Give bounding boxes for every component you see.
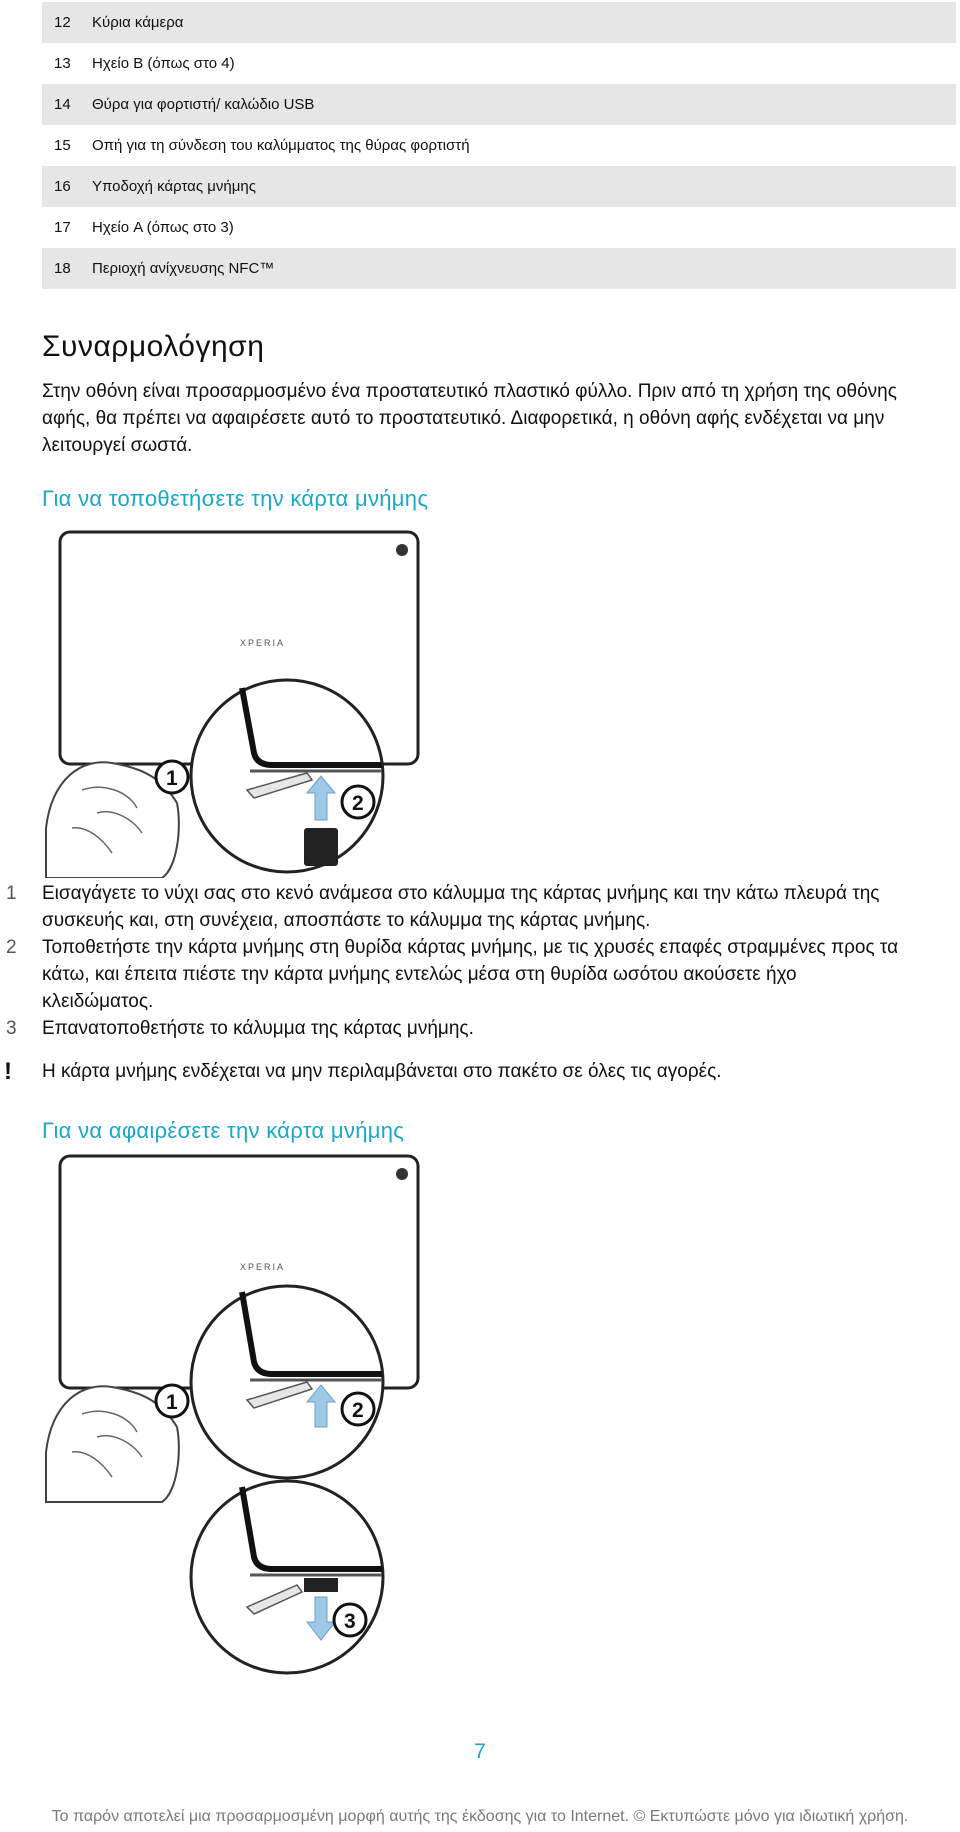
part-number: 16 (54, 178, 71, 195)
part-label: Ηχείο A (όπως στο 3) (92, 219, 234, 236)
callout-1-label: 1 (166, 767, 178, 790)
part-label: Ηχείο B (όπως στο 4) (92, 55, 235, 72)
insert-card-illustration (42, 528, 422, 878)
note-text: Η κάρτα μνήμης ενδέχεται να μην περιλαμβάνεται στο πακέτο σε όλες τις αγορές. (42, 1061, 722, 1082)
step-text: Εισαγάγετε το νύχι σας στο κενό ανάμεσα στο κάλυμμα της κάρτας μνήμης και την κάτω πλευρά της συσκευής και, στη συνέχεια, αποσπάστε το κάλυμμα της κάρτας μνήμης. (42, 883, 880, 931)
table-row (42, 248, 956, 289)
table-row (42, 125, 956, 166)
camera-lens (396, 544, 408, 556)
part-label: Περιοχή ανίχνευσης NFC™ (92, 260, 275, 277)
memory-card-ejected (304, 1578, 338, 1592)
step-text: Τοποθετήστε την κάρτα μνήμης στη θυρίδα κάρτας μνήμης, με τις χρυσές επαφές στραμμένες προς τα κάτω, και έπειτα πιέστε την κάρτα μνήμης εντελώς μέσα στη θυρίδα ωσότου ακούσετε ήχο κλειδώματος. (42, 937, 899, 1012)
table-row (42, 207, 956, 248)
zoom-magnifier (191, 1286, 383, 1478)
remove-card-heading: Για να αφαιρέσετε την κάρτα μνήμης (42, 1118, 405, 1143)
list-item (0, 880, 940, 934)
memory-card (304, 828, 338, 866)
remove-card-illustration (42, 1152, 422, 1682)
part-label: Οπή για τη σύνδεση του καλύμματος της θύρας φορτιστή (92, 137, 470, 154)
part-number: 17 (54, 219, 71, 236)
list-item (0, 934, 940, 1015)
note (0, 1058, 940, 1086)
page-number: 7 (474, 1740, 486, 1763)
parts-table (42, 2, 956, 289)
table-row (42, 166, 956, 207)
table-row (42, 84, 956, 125)
part-number: 13 (54, 55, 71, 72)
insert-card-heading: Για να τοποθετήσετε την κάρτα μνήμης (42, 486, 429, 511)
intro-paragraph: Στην οθόνη είναι προσαρμοσμένο ένα προστατευτικό πλαστικό φύλλο. Πριν από τη χρήση της οθόνης αφής, θα πρέπει να αφαιρέσετε αυτό το προστατευτικό. Διαφορετικά, η οθόνη αφής ενδέχεται να μην λειτουργεί σωστά. (42, 381, 897, 456)
section-title: Συναρμολόγηση (42, 330, 265, 363)
step-number: 2 (6, 937, 17, 958)
part-number: 15 (54, 137, 71, 154)
brand-label: XPERIA (240, 638, 286, 648)
callout-3-label: 3 (344, 1610, 356, 1633)
camera-lens (396, 1168, 408, 1180)
step-number: 1 (6, 883, 17, 904)
instruction-steps (0, 880, 940, 1042)
zoom-magnifier (191, 680, 383, 872)
part-label: Θύρα για φορτιστή/ καλώδιο USB (92, 96, 315, 113)
step-number: 3 (6, 1018, 17, 1039)
part-number: 18 (54, 260, 71, 277)
part-number: 12 (54, 14, 71, 31)
callout-1-label: 1 (166, 1391, 178, 1414)
callout-2-label: 2 (352, 1399, 364, 1422)
warning-icon: ! (4, 1058, 12, 1085)
page-footer: Το παρόν αποτελεί μια προσαρμοσμένη μορφή αυτής της έκδοσης για το Internet. © Εκτυπώστε μόνο για ιδιωτική χρήση. (51, 1808, 909, 1825)
zoom-magnifier-2 (191, 1481, 383, 1673)
callout-2-label: 2 (352, 792, 364, 815)
table-row (42, 2, 956, 43)
table-row (42, 43, 956, 84)
brand-label: XPERIA (240, 1262, 286, 1272)
step-text: Επανατοποθετήστε το κάλυμμα της κάρτας μνήμης. (42, 1018, 474, 1039)
list-item (0, 1015, 940, 1042)
part-label: Κύρια κάμερα (92, 14, 184, 31)
part-label: Υποδοχή κάρτας μνήμης (92, 178, 256, 195)
part-number: 14 (54, 96, 71, 113)
